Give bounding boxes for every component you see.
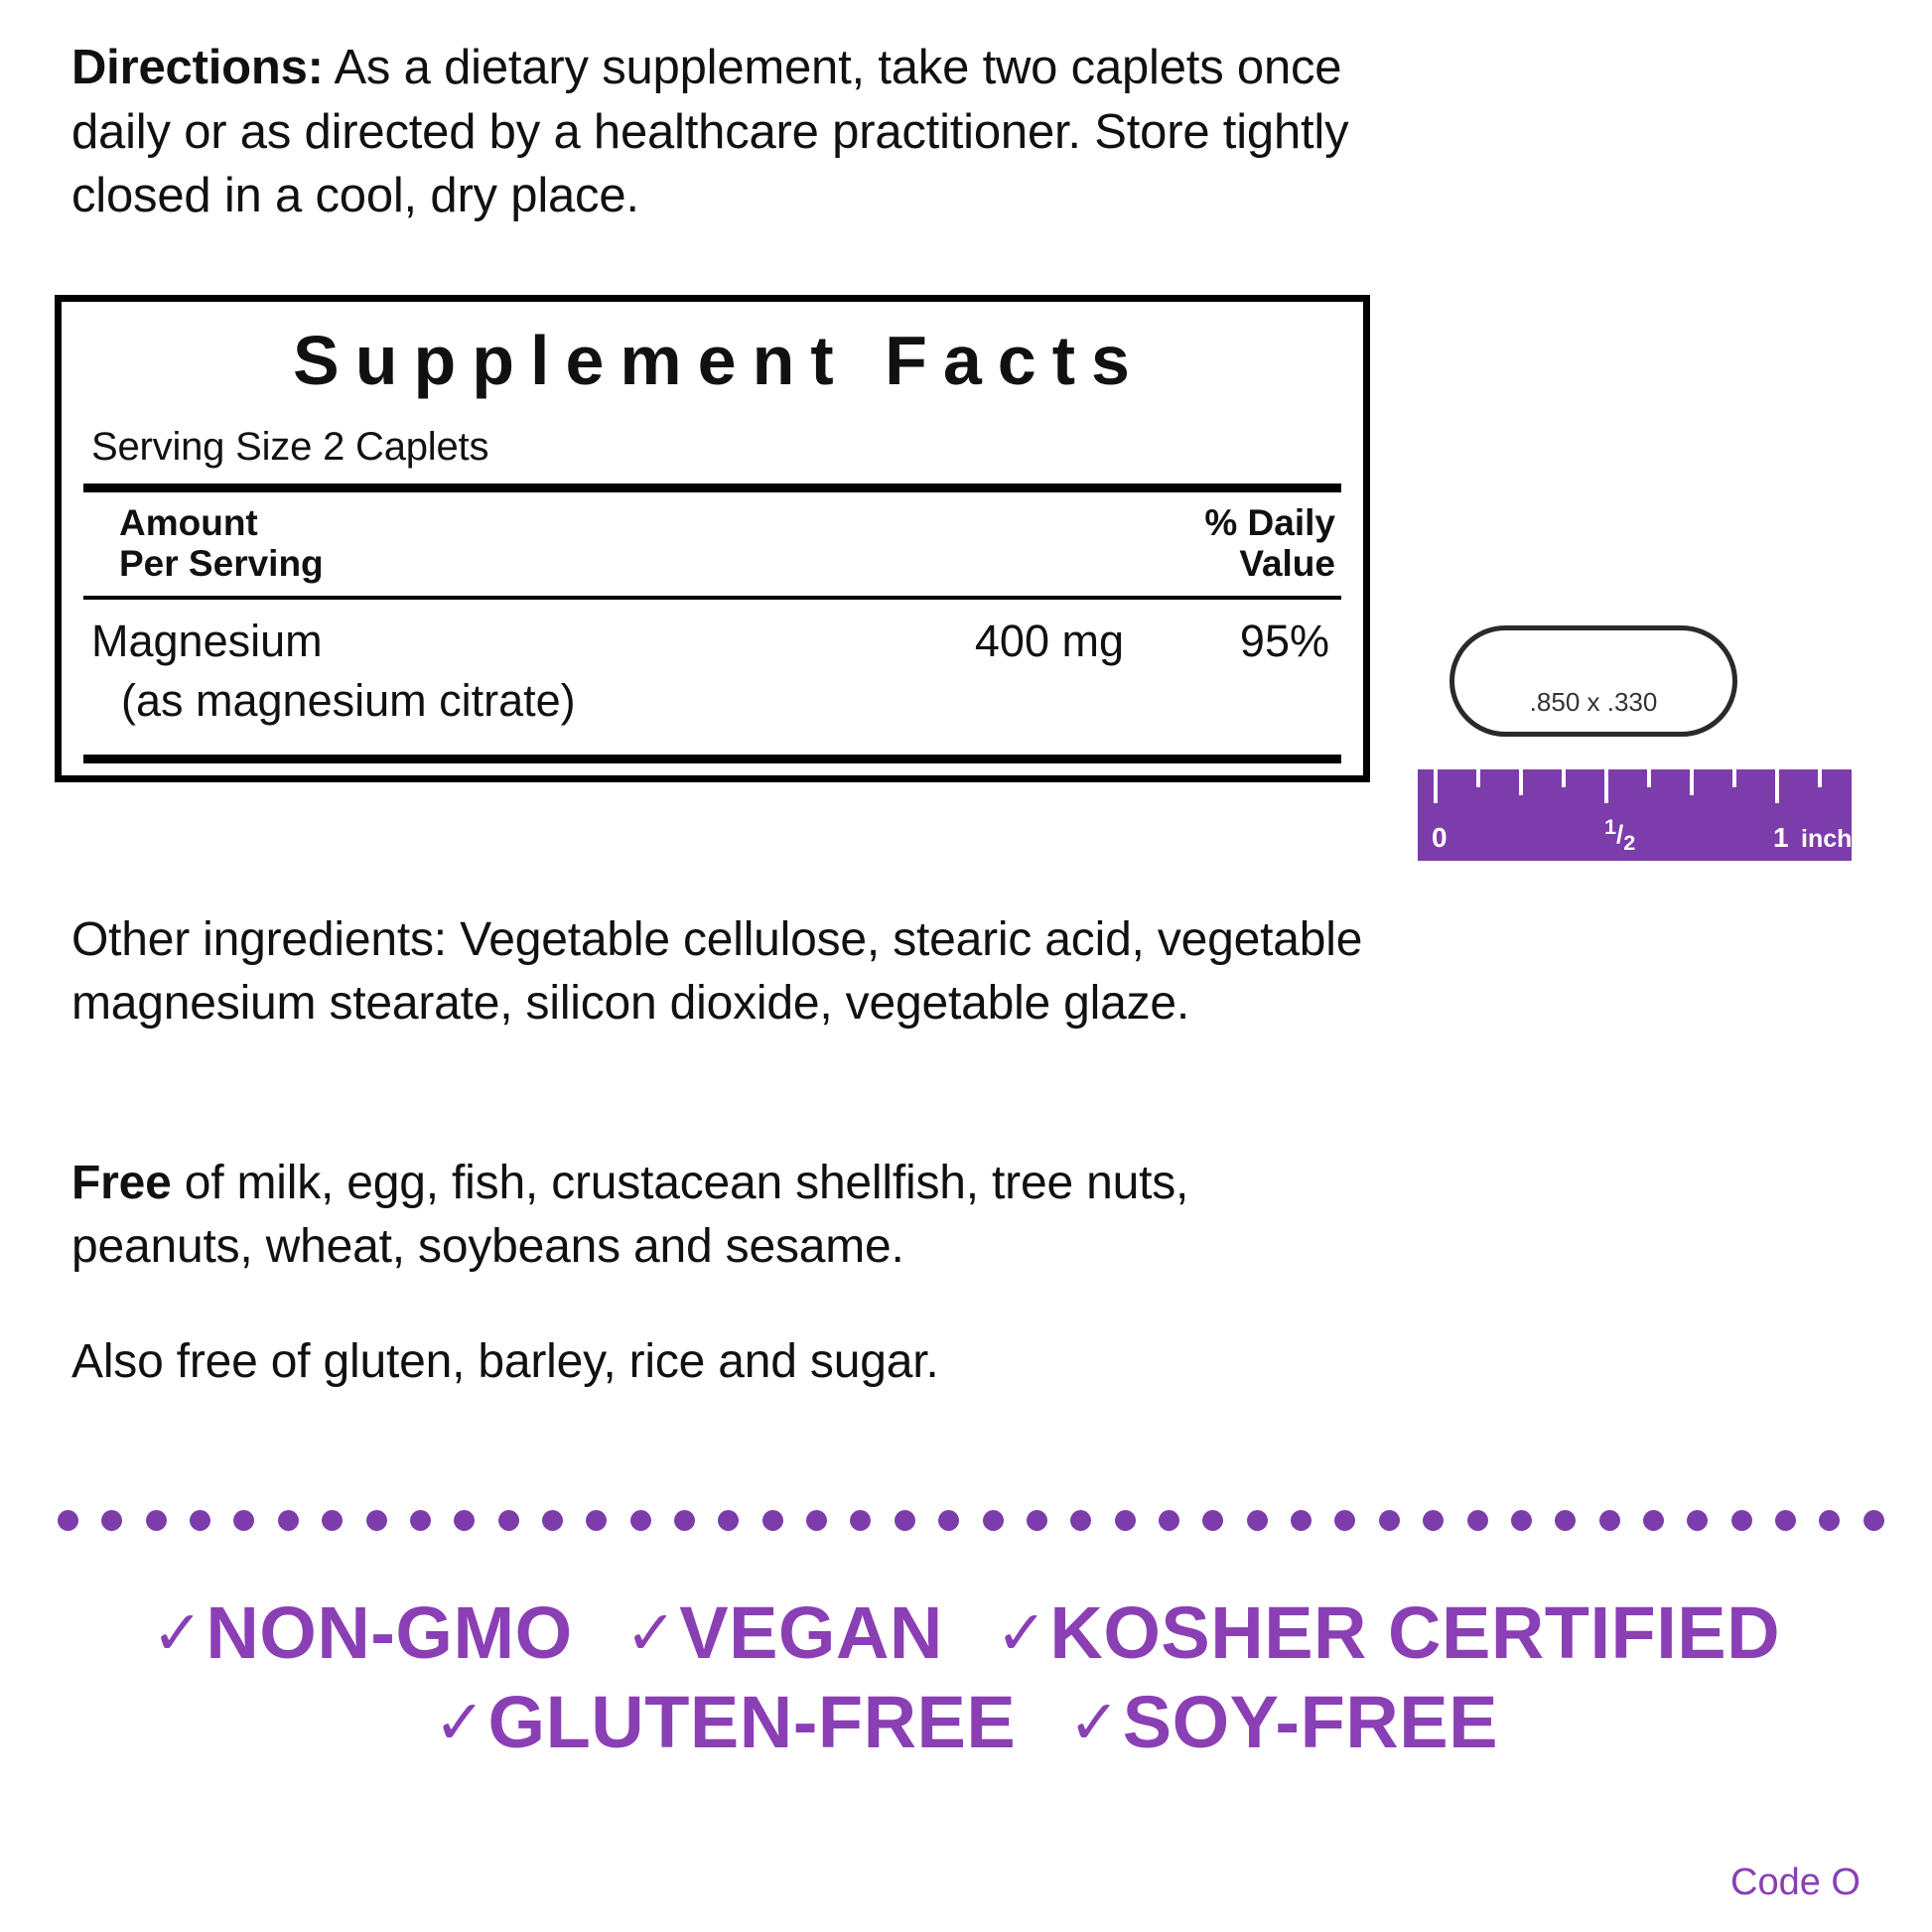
other-ingredients-paragraph: Other ingredients: Vegetable cellulose, stearic acid, vegetable magnesium stearate, silicon dioxide, vegetable glaze. xyxy=(71,913,1363,1030)
check-icon: ✓ xyxy=(995,1599,1048,1668)
allergen-free-paragraph xyxy=(71,1152,1382,1279)
ruler-label-zero: 0 xyxy=(1432,822,1448,853)
column-header-dv-line1: % Daily xyxy=(1204,501,1335,543)
ruler-label-one: 1 xyxy=(1773,822,1789,853)
nutrient-name: Magnesium xyxy=(91,616,323,667)
serving-size: Serving Size 2 Caplets xyxy=(91,424,489,469)
ruler-label-unit: inch xyxy=(1801,825,1853,853)
check-icon: ✓ xyxy=(434,1689,486,1758)
column-header-amount-line2: Per Serving xyxy=(119,543,324,585)
directions-label: Directions: xyxy=(71,41,324,94)
supplement-facts-panel xyxy=(55,295,1370,782)
claim-vegan xyxy=(625,1588,943,1678)
check-icon: ✓ xyxy=(151,1599,205,1668)
supplement-facts-title: Supplement Facts xyxy=(293,322,1146,399)
dotted-divider xyxy=(58,1507,1884,1533)
check-icon: ✓ xyxy=(624,1599,678,1668)
product-code: Code O xyxy=(1730,1862,1861,1903)
claim-gluten-free-label: GLUTEN-FREE xyxy=(487,1681,1017,1764)
claim-kosher-certified xyxy=(996,1588,1780,1678)
claim-non-gmo-label: NON-GMO xyxy=(206,1591,573,1674)
allergen-free-label: Free xyxy=(71,1157,172,1209)
claim-gluten-free xyxy=(434,1678,1016,1767)
nutrient-source: (as magnesium citrate) xyxy=(121,675,576,727)
caplet-shape-icon xyxy=(1449,625,1737,737)
claim-soy-free-label: SOY-FREE xyxy=(1122,1681,1498,1764)
nutrient-amount: 400 mg xyxy=(974,616,1124,667)
divider-thick-bottom xyxy=(83,755,1341,763)
claims-block xyxy=(0,1588,1932,1768)
column-header-amount xyxy=(119,502,324,585)
also-free-paragraph: Also free of gluten, barley, rice and sugar. xyxy=(71,1335,939,1388)
nutrient-daily-value: 95% xyxy=(1239,616,1329,667)
column-header-dv-line2: Value xyxy=(1239,543,1335,585)
check-icon: ✓ xyxy=(1068,1689,1121,1758)
ruler-half-denominator: 2 xyxy=(1623,830,1636,856)
allergen-free-text: of milk, egg, fish, crustacean shellfish, tree nuts, peanuts, wheat, soybeans and sesame. xyxy=(71,1157,1189,1273)
supplement-facts-header-row xyxy=(83,492,1341,589)
claim-vegan-label: VEGAN xyxy=(679,1591,943,1674)
divider-thick-top xyxy=(83,483,1341,492)
ruler-graphic xyxy=(1418,769,1852,861)
caplet-illustration xyxy=(1438,625,1855,755)
claim-kosher-label: KOSHER CERTIFIED xyxy=(1049,1591,1781,1674)
column-header-amount-line1: Amount xyxy=(119,501,258,543)
ruler-label-half: $^1/_2$ xyxy=(1604,814,1636,856)
directions-paragraph xyxy=(71,36,1392,228)
column-header-daily-value xyxy=(1204,502,1335,585)
directions-text: As a dietary supplement, take two caplets once daily or as directed by a healthcare practitioner. Store tightly closed in a cool, dry place. xyxy=(71,41,1349,223)
claim-non-gmo xyxy=(152,1588,573,1678)
ruler-half-numerator: 1 xyxy=(1604,814,1617,840)
caplet-size-label: .850 x .330 xyxy=(1529,687,1658,717)
claim-soy-free xyxy=(1068,1678,1498,1767)
table-row xyxy=(83,600,1341,667)
claims-line-2 xyxy=(0,1678,1932,1767)
claims-line-1 xyxy=(0,1588,1932,1678)
